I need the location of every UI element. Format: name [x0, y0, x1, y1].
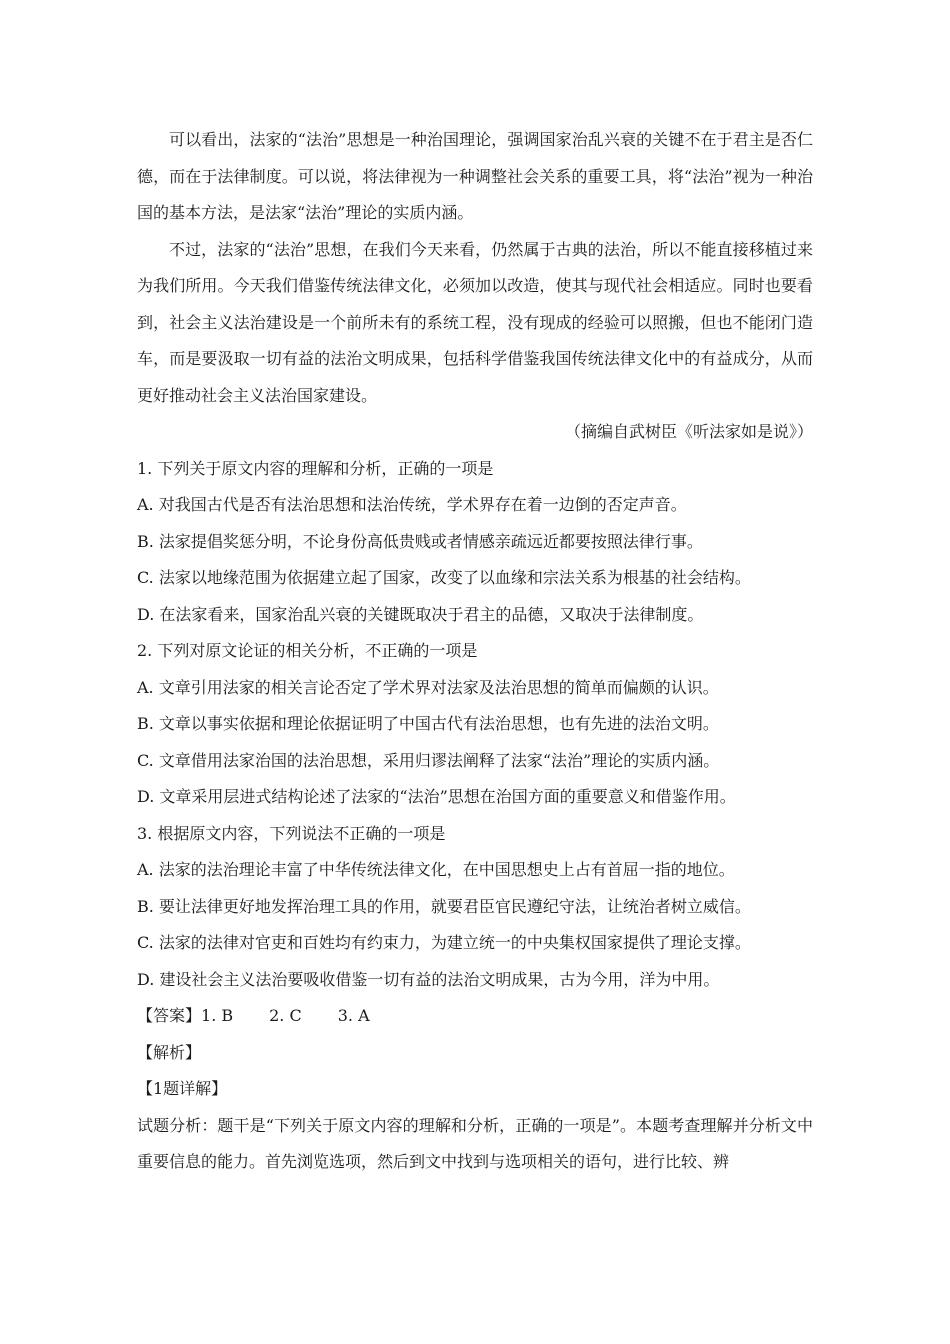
option-b: B. 法家提倡奖惩分明，不论身份高低贵贱或者情感亲疏远近都要按照法律行事。 [137, 531, 703, 551]
option-a: A. 文章引用法家的相关言论否定了学术界对法家及法治思想的简单而偏颇的认识。 [137, 677, 719, 697]
option-a: A. 对我国古代是否有法治思想和法治传统，学术界存在着一边倒的否定声音。 [137, 495, 687, 514]
option-d: D. 文章采用层进式结构论述了法家的“法治”思想在治国方面的重要意义和借鉴作用。 [137, 787, 736, 806]
answer-items [201, 998, 370, 1035]
question-2 [137, 633, 813, 816]
analysis-label: 【解析】 [137, 1042, 202, 1062]
option-c: C. 法家以地缘范围为依据建立起了国家，改变了以血缘和宗法关系为根基的社会结构。 [137, 568, 751, 587]
question-stem: 3. 根据原文内容，下列说法不正确的一项是 [137, 823, 446, 843]
answer-item-1: 1. B [201, 1006, 234, 1025]
answer-line [137, 998, 813, 1035]
answer-item-2: 2. C [269, 1006, 302, 1025]
document-content [137, 122, 813, 1181]
question-stem: 2. 下列对原文论证的相关分析，不正确的一项是 [137, 641, 478, 660]
question-3 [137, 816, 813, 999]
option-a: A. 法家的法治理论丰富了中华传统法律文化，在中国思想史上占有首屈一指的地位。 [137, 860, 735, 879]
analysis-detail-label: 【1题详解】 [137, 1079, 228, 1098]
question-stem: 1. 下列关于原文内容的理解和分析，正确的一项是 [137, 458, 494, 478]
option-b: B. 文章以事实依据和理论依据证明了中国古代有法治思想，也有先进的法治文明。 [137, 714, 719, 733]
analysis-text: 试题分析：题干是“下列关于原文内容的理解和分析，正确的一项是”。本题考查理解并分析文中重要信息的能力。首先浏览选项，然后到文中找到与选项相关的语句，进行比较、辨 [137, 1115, 813, 1171]
option-d: D. 在法家看来，国家治乱兴衰的关键既取决于君主的品德，又取决于法律制度。 [137, 604, 704, 624]
option-b: B. 要让法律更好地发挥治理工具的作用，就要君臣官民遵纪守法，让统治者树立威信。 [137, 896, 751, 916]
answer-label: 【答案】 [137, 1006, 202, 1025]
passage-source: （摘编自武树臣《听法家如是说》） [564, 422, 813, 441]
option-c: C. 法家的法律对官吏和百姓均有约束力，为建立统一的中央集权国家提供了理论支撑。 [137, 933, 751, 952]
option-d: D. 建设社会主义法治要吸收借鉴一切有益的法治文明成果，古为今用，洋为中用。 [137, 969, 720, 989]
question-1 [137, 451, 813, 634]
option-c: C. 文章借用法家治国的法治思想，采用归谬法阐释了法家“法治”理论的实质内涵。 [137, 750, 720, 770]
passage-paragraph-2: 不过，法家的“法治”思想，在我们今天来看，仍然属于古典的法治，所以不能直接移植过来为我们所用。今天我们借鉴传统法律文化，必须加以改造，使其与现代社会相适应。同时也要看到，社会主义法治建设是一个前所未有的系统工程，没有现成的经验可以照搬，但也不能闭门造车，而是要汲取一切有益的法治文明成果，包括科学借鉴我国传统法律文化中的有益成分，从而更好推动社会主义法治国家建设。 [137, 239, 813, 405]
passage-paragraph-1: 可以看出，法家的“法治”思想是一种治国理论，强调国家治乱兴衰的关键不在于君主是否仁德，而在于法律制度。可以说，将法律视为一种调整社会关系的重要工具，将“法治”视为一种治国的基本方法，是法家“法治”理论的实质内涵。 [137, 130, 813, 222]
answer-item-3: 3. A [337, 1006, 370, 1025]
